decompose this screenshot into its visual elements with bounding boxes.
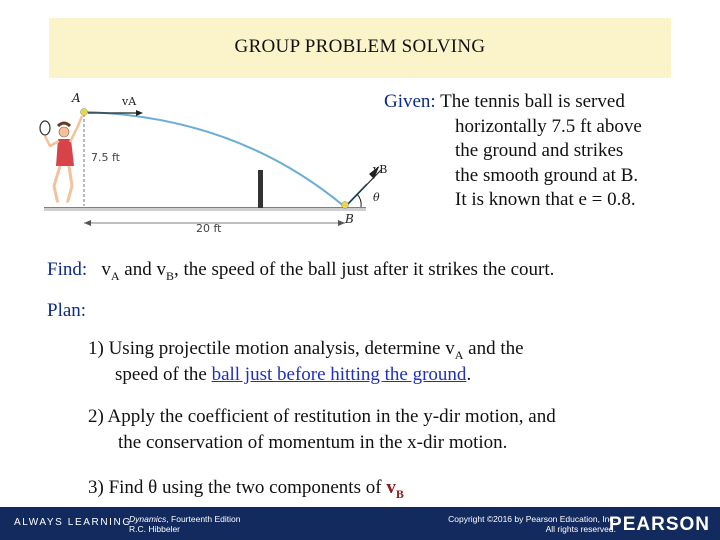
footer-copyright: Copyright ©2016 by Pearson Education, Inc. All rights reserved. xyxy=(448,514,616,534)
footer-book: Dynamics, Fourteenth Edition R.C. Hibbeler xyxy=(129,514,241,534)
ball-hitting-ground-link[interactable]: ball just before hitting the ground xyxy=(211,364,467,385)
label-height: 7.5 ft xyxy=(91,151,120,164)
find-label: Find: xyxy=(47,259,88,280)
label-b: B xyxy=(345,212,354,226)
label-va: vA xyxy=(122,95,137,108)
plan-step-2: 2) Apply the coefficient of restitution in the y-dir motion, and xyxy=(88,406,556,427)
given-block xyxy=(384,90,714,213)
given-line-5: It is known that e = 0.8. xyxy=(455,189,636,210)
pearson-logo: PEARSON xyxy=(609,514,710,535)
plan-step-1: 1) Using projectile motion analysis, determine $v_A$ and the xyxy=(88,338,524,362)
ball-b xyxy=(342,202,349,209)
theta-arc xyxy=(357,194,361,207)
plan-label: Plan: xyxy=(47,300,87,321)
title-banner xyxy=(49,18,671,78)
label-theta: θ xyxy=(373,191,380,204)
label-distance: 20 ft xyxy=(196,222,222,235)
velocity-a-arrow xyxy=(136,110,143,116)
label-vb: vB xyxy=(373,163,388,176)
net-post xyxy=(258,170,263,208)
plan-step-1-cont: speed of the ball just before hitting the ground. xyxy=(115,364,472,385)
footer-bar xyxy=(0,507,720,540)
given-line-3: the ground and strikes xyxy=(455,140,624,161)
given-line-2: horizontally 7.5 ft above xyxy=(455,115,642,137)
tennis-diagram xyxy=(36,86,388,236)
plan-step-2-cont: the conservation of momentum in the x-dir motion. xyxy=(118,432,508,453)
given-line-4: the smooth ground at B. xyxy=(455,164,639,186)
trajectory-curve xyxy=(84,112,345,207)
label-a: A xyxy=(72,91,81,105)
tennis-player xyxy=(40,116,82,204)
find-line: Find: $v_A$ and $v_B$, the speed of the ball just after it strikes the court. xyxy=(47,259,555,283)
footer-slogan: ALWAYS LEARNING xyxy=(14,517,132,528)
plan-step-3: 3) Find θ using the two components of $v_B$ xyxy=(88,477,404,501)
given-line-1: The tennis ball is served xyxy=(440,91,625,112)
ball-a xyxy=(81,109,88,116)
slide-title: GROUP PROBLEM SOLVING xyxy=(234,36,486,57)
given-label: Given: xyxy=(384,91,436,112)
